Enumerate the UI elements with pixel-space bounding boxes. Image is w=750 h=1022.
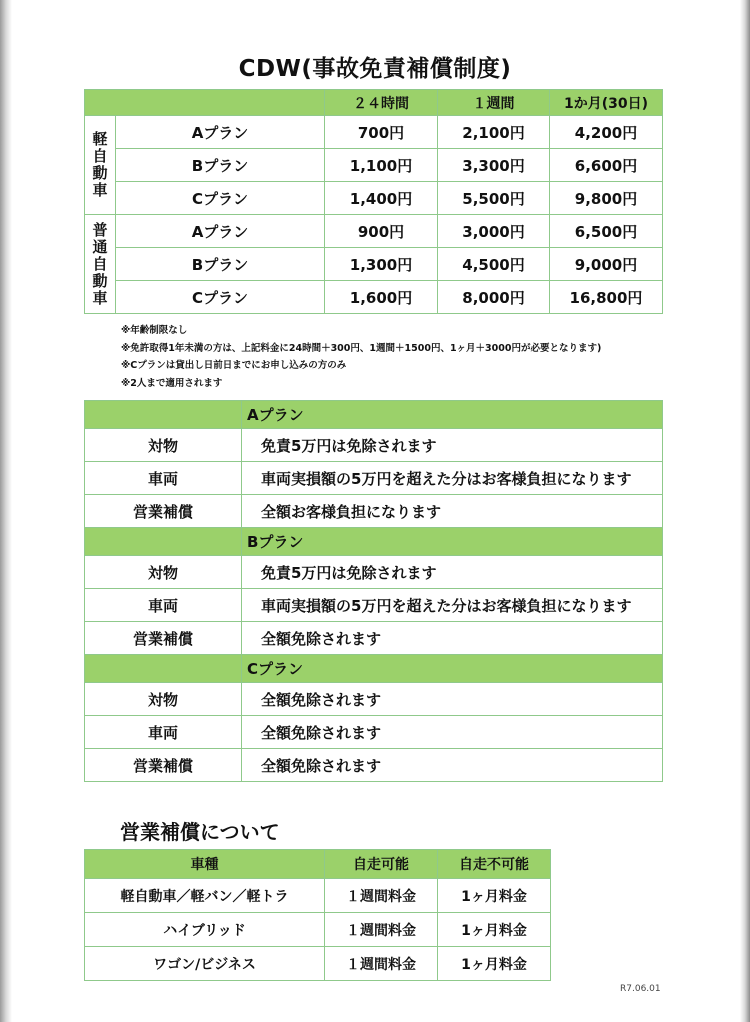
- plan-detail-table: [84, 400, 663, 782]
- price-week: 3,300円: [438, 149, 550, 182]
- plan-row: [85, 683, 663, 716]
- coverage-desc: 全額免除されます: [242, 716, 663, 749]
- not-drivable-fee: 1ヶ月料金: [438, 879, 551, 913]
- plan-header-blank: [85, 528, 242, 556]
- plan-header-row: [85, 528, 663, 556]
- header-drivable: 自走可能: [325, 850, 438, 879]
- price-header-row: [85, 90, 663, 116]
- coverage-label: 車両: [85, 716, 242, 749]
- coverage-desc: 全額免除されます: [242, 622, 663, 655]
- coverage-desc: 全額お客様負担になります: [242, 495, 663, 528]
- coverage-label: 対物: [85, 556, 242, 589]
- note-line: ※免許取得1年未満の方は、上記料金に24時間＋300円、1週間＋1500円、1ヶ月＋3000円が必要となります): [121, 342, 602, 354]
- price-header-month: 1か月(30日): [550, 90, 663, 116]
- price-week: 3,000円: [438, 215, 550, 248]
- page-edge-left: [0, 0, 12, 1022]
- plan-row: [85, 495, 663, 528]
- not-drivable-fee: 1ヶ月料金: [438, 947, 551, 981]
- drivable-fee: １週間料金: [325, 947, 438, 981]
- coverage-label: 車両: [85, 462, 242, 495]
- coverage-label: 車両: [85, 589, 242, 622]
- coverage-label: 対物: [85, 429, 242, 462]
- coverage-label: 対物: [85, 683, 242, 716]
- price-month: 4,200円: [550, 116, 663, 149]
- plan-row: [85, 556, 663, 589]
- price-24h: 1,300円: [325, 248, 438, 281]
- business-compensation-table: [84, 849, 551, 981]
- price-24h: 900円: [325, 215, 438, 248]
- plan-a-title: Aプラン: [242, 401, 663, 429]
- header-not-drivable: 自走不可能: [438, 850, 551, 879]
- plan-c-title: Cプラン: [242, 655, 663, 683]
- price-row: [85, 248, 663, 281]
- eigyo-row: [85, 947, 551, 981]
- price-header-24h: ２４時間: [325, 90, 438, 116]
- plan-name: Cプラン: [116, 182, 325, 215]
- plan-name: Aプラン: [116, 215, 325, 248]
- price-row: [85, 281, 663, 314]
- price-row: [85, 116, 663, 149]
- coverage-desc: 車両実損額の5万円を超えた分はお客様負担になります: [242, 589, 663, 622]
- plan-row: [85, 749, 663, 782]
- plan-header-row: [85, 401, 663, 429]
- notes: [121, 322, 601, 392]
- eigyo-header-row: [85, 850, 551, 879]
- vehicle-type: ワゴン/ビジネス: [85, 947, 325, 981]
- coverage-label: 営業補償: [85, 622, 242, 655]
- coverage-desc: 免責5万円は免除されます: [242, 429, 663, 462]
- plan-row: [85, 716, 663, 749]
- page-edge-right: [740, 0, 750, 1022]
- page-title: CDW(事故免責補償制度): [238, 56, 512, 82]
- plan-name: Bプラン: [116, 248, 325, 281]
- group-label-kei: 軽 自 動 車: [85, 116, 116, 215]
- coverage-desc: 全額免除されます: [242, 749, 663, 782]
- price-month: 16,800円: [550, 281, 663, 314]
- revision-date: R7.06.01: [620, 984, 661, 994]
- drivable-fee: １週間料金: [325, 879, 438, 913]
- price-week: 5,500円: [438, 182, 550, 215]
- plan-row: [85, 462, 663, 495]
- note-line: ※年齢制限なし: [121, 325, 188, 336]
- note-line: ※2人まで適用されます: [121, 377, 223, 389]
- coverage-desc: 免責5万円は免除されます: [242, 556, 663, 589]
- vehicle-type: ハイブリッド: [85, 913, 325, 947]
- plan-header-blank: [85, 401, 242, 429]
- price-24h: 700円: [325, 116, 438, 149]
- plan-header-blank: [85, 655, 242, 683]
- eigyo-row: [85, 913, 551, 947]
- coverage-desc: 全額免除されます: [242, 683, 663, 716]
- price-header-blank: [85, 90, 325, 116]
- price-row: [85, 215, 663, 248]
- plan-b-title: Bプラン: [242, 528, 663, 556]
- cdw-price-table: [84, 89, 663, 314]
- price-row: [85, 149, 663, 182]
- not-drivable-fee: 1ヶ月料金: [438, 913, 551, 947]
- header-vehicle-type: 車種: [85, 850, 325, 879]
- eigyo-row: [85, 879, 551, 913]
- price-24h: 1,400円: [325, 182, 438, 215]
- vehicle-type: 軽自動車／軽バン／軽トラ: [85, 879, 325, 913]
- price-month: 6,500円: [550, 215, 663, 248]
- price-week: 8,000円: [438, 281, 550, 314]
- plan-row: [85, 429, 663, 462]
- group-label-futsu: 普 通 自 動 車: [85, 215, 116, 314]
- price-row: [85, 182, 663, 215]
- drivable-fee: １週間料金: [325, 913, 438, 947]
- plan-name: Cプラン: [116, 281, 325, 314]
- plan-row: [85, 589, 663, 622]
- coverage-label: 営業補償: [85, 749, 242, 782]
- price-24h: 1,600円: [325, 281, 438, 314]
- plan-row: [85, 622, 663, 655]
- coverage-desc: 車両実損額の5万円を超えた分はお客様負担になります: [242, 462, 663, 495]
- price-month: 6,600円: [550, 149, 663, 182]
- price-week: 4,500円: [438, 248, 550, 281]
- section-title: 営業補償について: [120, 820, 280, 844]
- price-month: 9,000円: [550, 248, 663, 281]
- coverage-label: 営業補償: [85, 495, 242, 528]
- note-line: ※Cプランは貸出し日前日までにお申し込みの方のみ: [121, 360, 347, 371]
- price-24h: 1,100円: [325, 149, 438, 182]
- price-month: 9,800円: [550, 182, 663, 215]
- price-header-week: １週間: [438, 90, 550, 116]
- plan-header-row: [85, 655, 663, 683]
- plan-name: Aプラン: [116, 116, 325, 149]
- plan-name: Bプラン: [116, 149, 325, 182]
- price-week: 2,100円: [438, 116, 550, 149]
